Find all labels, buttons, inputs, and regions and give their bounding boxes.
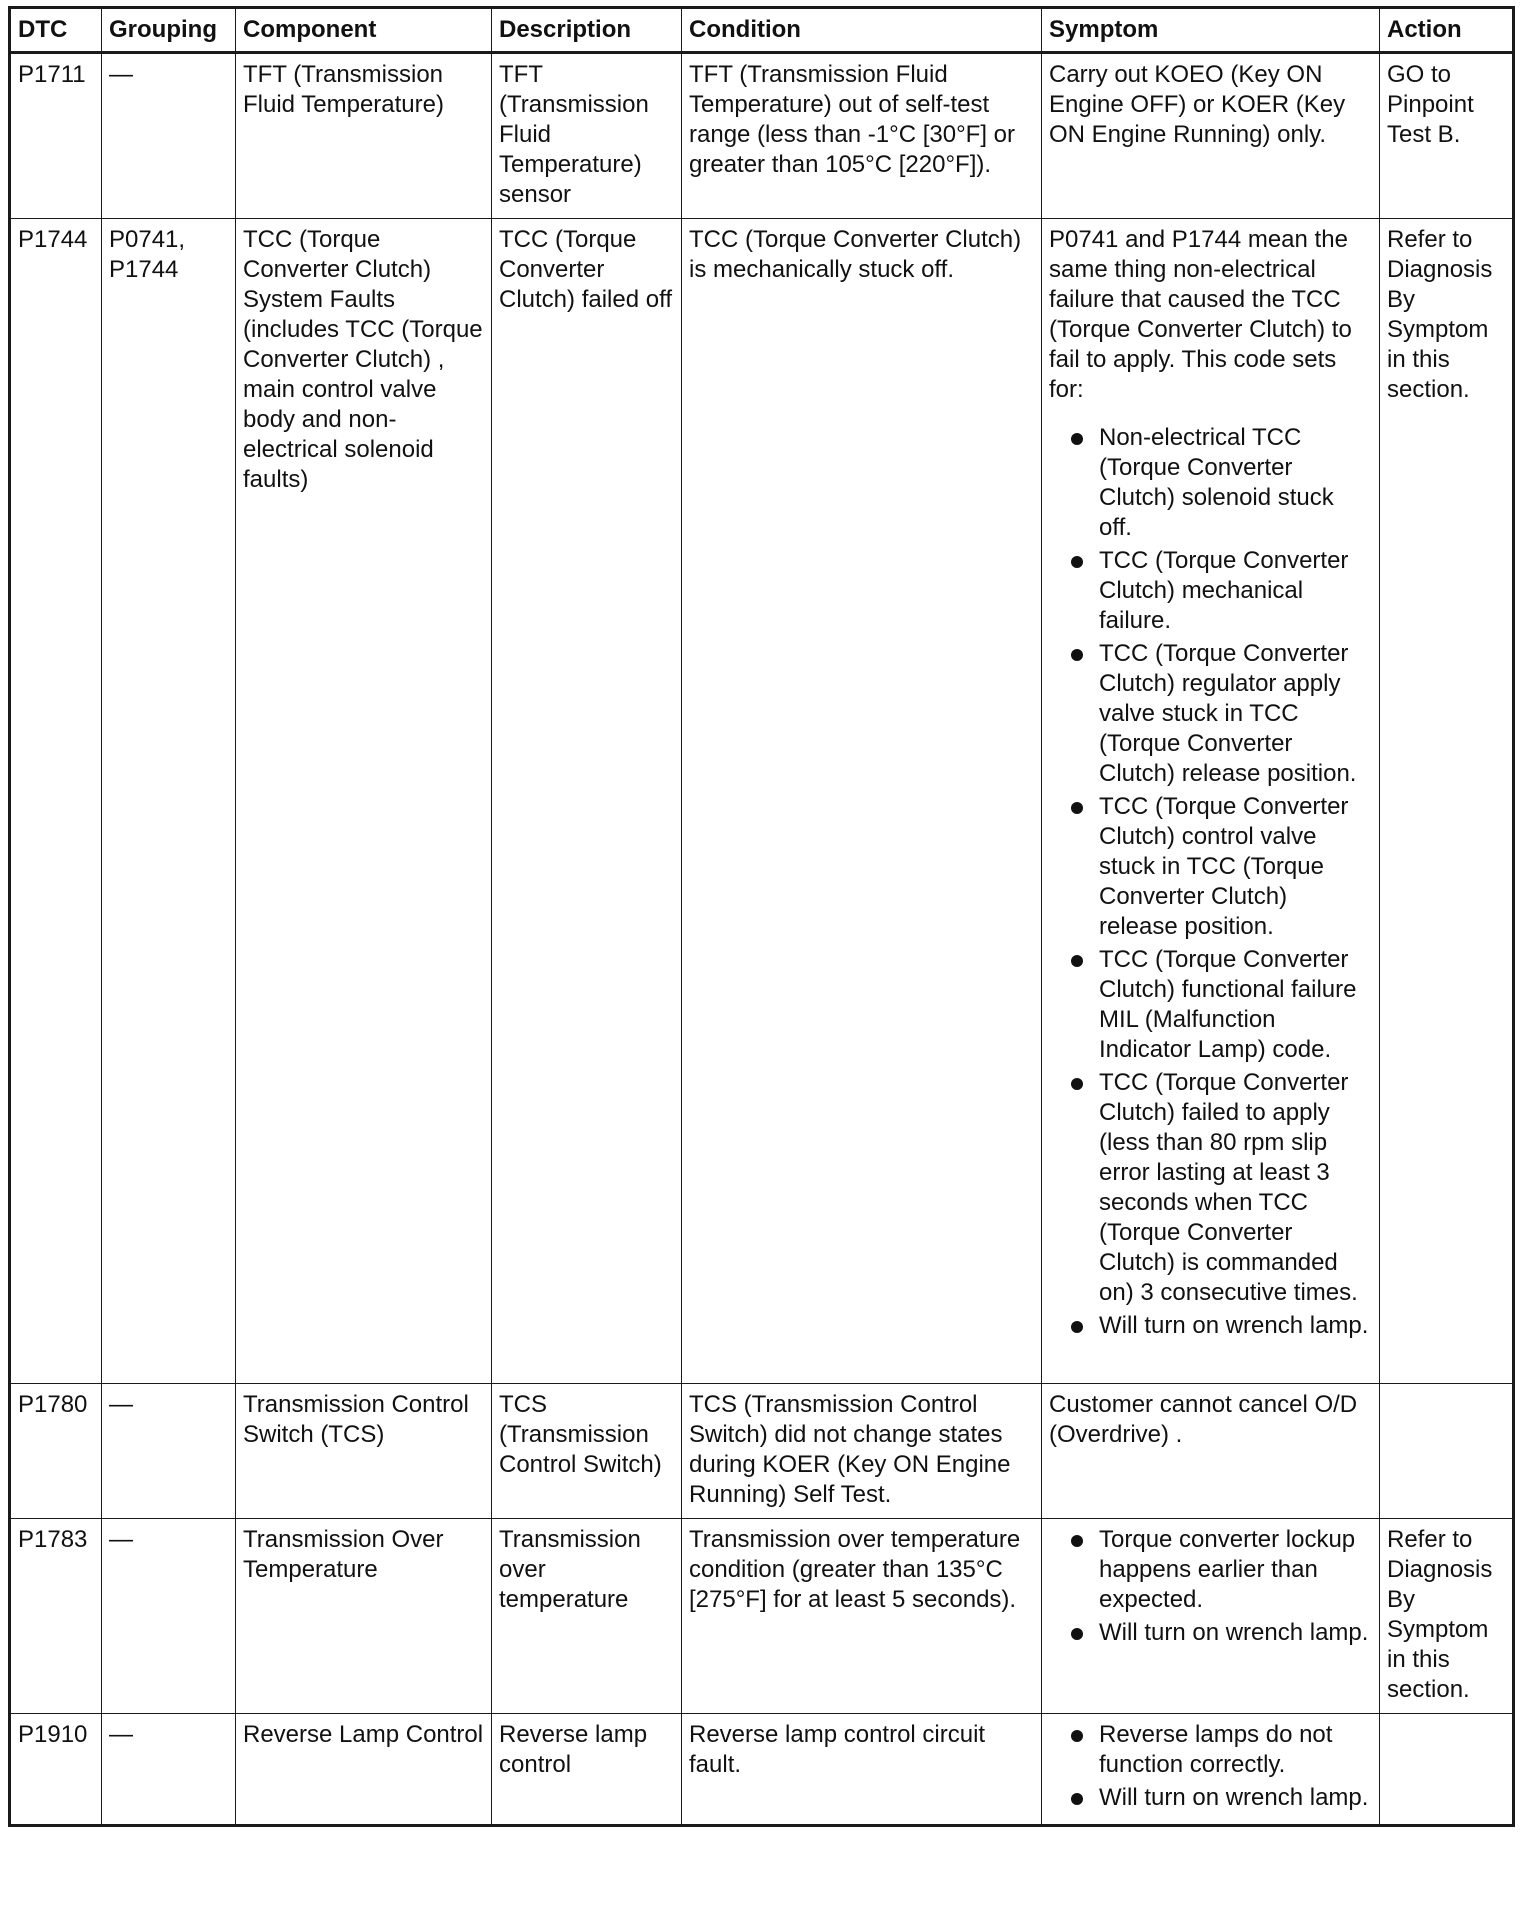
header-symptom: Symptom [1042,8,1380,53]
table-row [10,219,1514,1384]
symptom-bullet [1049,1311,1372,1341]
cell-description: Transmission over temperature [492,1519,682,1714]
cell-grouping: — [102,1714,236,1826]
cell-dtc: P1783 [10,1519,102,1714]
symptom-bullet-list [1049,1720,1372,1813]
symptom-bullet-text: TCC (Torque Converter Clutch) mechanical failure. [1099,547,1349,634]
table-row [10,1714,1514,1826]
bullet-dot-icon [1071,1535,1083,1547]
symptom-bullet [1049,945,1372,1065]
cell-condition: TCS (Transmission Control Switch) did not change states during KOER (Key ON Engine Running) Self Test. [682,1384,1042,1519]
cell-condition: Transmission over temperature condition (greater than 135°C [275°F] for at least 5 seconds). [682,1519,1042,1714]
symptom-text: P0741 and P1744 mean the same thing non-electrical failure that caused the TCC (Torque Converter Clutch) to fail to apply. This code sets for: [1049,226,1352,403]
symptom-bullet-list [1049,423,1372,1341]
symptom-bullet-list [1049,1525,1372,1648]
cell-symptom [1042,53,1380,219]
header-grouping: Grouping [102,8,236,53]
cell-component: TFT (Transmission Fluid Temperature) [236,53,492,219]
cell-dtc: P1711 [10,53,102,219]
bullet-dot-icon [1071,1730,1083,1742]
cell-description: TFT (Transmission Fluid Temperature) sensor [492,53,682,219]
table-row [10,1519,1514,1714]
symptom-bullet-text: Will turn on wrench lamp. [1099,1312,1369,1339]
symptom-bullet [1049,792,1372,942]
bullet-dot-icon [1071,1628,1083,1640]
bullet-dot-icon [1071,1793,1083,1805]
cell-dtc: P1910 [10,1714,102,1826]
cell-component: TCC (Torque Converter Clutch) System Faults (includes TCC (Torque Converter Clutch) , main control valve body and non-electrical solenoid faults) [236,219,492,1384]
bullet-dot-icon [1071,649,1083,661]
cell-component: Transmission Control Switch (TCS) [236,1384,492,1519]
cell-symptom [1042,1519,1380,1714]
cell-condition: Reverse lamp control circuit fault. [682,1714,1042,1826]
cell-description: TCC (Torque Converter Clutch) failed off [492,219,682,1384]
bullet-dot-icon [1071,802,1083,814]
cell-condition: TFT (Transmission Fluid Temperature) out of self-test range (less than -1°C [30°F] or greater than 105°C [220°F]). [682,53,1042,219]
symptom-bullet [1049,639,1372,789]
symptom-bullet-text: TCC (Torque Converter Clutch) failed to apply (less than 80 rpm slip error lasting at least 3 seconds when TCC (Torque Converter Clutch) is commanded on) 3 consecutive times. [1099,1069,1358,1306]
cell-grouping: — [102,1384,236,1519]
cell-action: Refer to Diagnosis By Symptom in this section. [1380,219,1514,1384]
bullet-dot-icon [1071,433,1083,445]
cell-dtc: P1780 [10,1384,102,1519]
table-row [10,53,1514,219]
bullet-dot-icon [1071,1078,1083,1090]
cell-component: Transmission Over Temperature [236,1519,492,1714]
header-action: Action [1380,8,1514,53]
cell-symptom [1042,1384,1380,1519]
symptom-bullet-text: Reverse lamps do not function correctly. [1099,1721,1333,1778]
symptom-bullet [1049,1068,1372,1308]
symptom-bullet [1049,1783,1372,1813]
symptom-bullet-text: Will turn on wrench lamp. [1099,1784,1369,1811]
bullet-dot-icon [1071,1321,1083,1333]
symptom-bullet-text: Will turn on wrench lamp. [1099,1619,1369,1646]
cell-action: GO to Pinpoint Test B. [1380,53,1514,219]
cell-dtc: P1744 [10,219,102,1384]
table-row [10,1384,1514,1519]
symptom-bullet-text: TCC (Torque Converter Clutch) functional failure MIL (Malfunction Indicator Lamp) code. [1099,946,1357,1063]
symptom-bullet [1049,1720,1372,1780]
symptom-text: Customer cannot cancel O/D (Overdrive) . [1049,1391,1358,1448]
symptom-bullet-text: Non-electrical TCC (Torque Converter Clutch) solenoid stuck off. [1099,424,1334,541]
symptom-bullet [1049,423,1372,543]
symptom-bullet [1049,1618,1372,1648]
symptom-bullet-text: TCC (Torque Converter Clutch) regulator apply valve stuck in TCC (Torque Converter Clutch) release position. [1099,640,1357,787]
symptom-bullet-text: TCC (Torque Converter Clutch) control valve stuck in TCC (Torque Converter Clutch) release position. [1099,793,1349,940]
bullet-dot-icon [1071,556,1083,568]
cell-component: Reverse Lamp Control [236,1714,492,1826]
symptom-bullet [1049,546,1372,636]
cell-grouping: — [102,53,236,219]
cell-description: Reverse lamp control [492,1714,682,1826]
header-dtc: DTC [10,8,102,53]
cell-action [1380,1384,1514,1519]
table-header-row [10,8,1514,53]
dtc-document [8,6,1512,1827]
cell-grouping: — [102,1519,236,1714]
symptom-bullet [1049,1525,1372,1615]
cell-symptom [1042,1714,1380,1826]
cell-condition: TCC (Torque Converter Clutch) is mechanically stuck off. [682,219,1042,1384]
cell-description: TCS (Transmission Control Switch) [492,1384,682,1519]
header-description: Description [492,8,682,53]
header-condition: Condition [682,8,1042,53]
cell-action: Refer to Diagnosis By Symptom in this section. [1380,1519,1514,1714]
cell-grouping: P0741, P1744 [102,219,236,1384]
cell-action [1380,1714,1514,1826]
symptom-text: Carry out KOEO (Key ON Engine OFF) or KOER (Key ON Engine Running) only. [1049,61,1346,148]
cell-symptom [1042,219,1380,1384]
symptom-bullet-text: Torque converter lockup happens earlier than expected. [1099,1526,1356,1613]
bullet-dot-icon [1071,955,1083,967]
dtc-table [8,6,1515,1827]
header-component: Component [236,8,492,53]
